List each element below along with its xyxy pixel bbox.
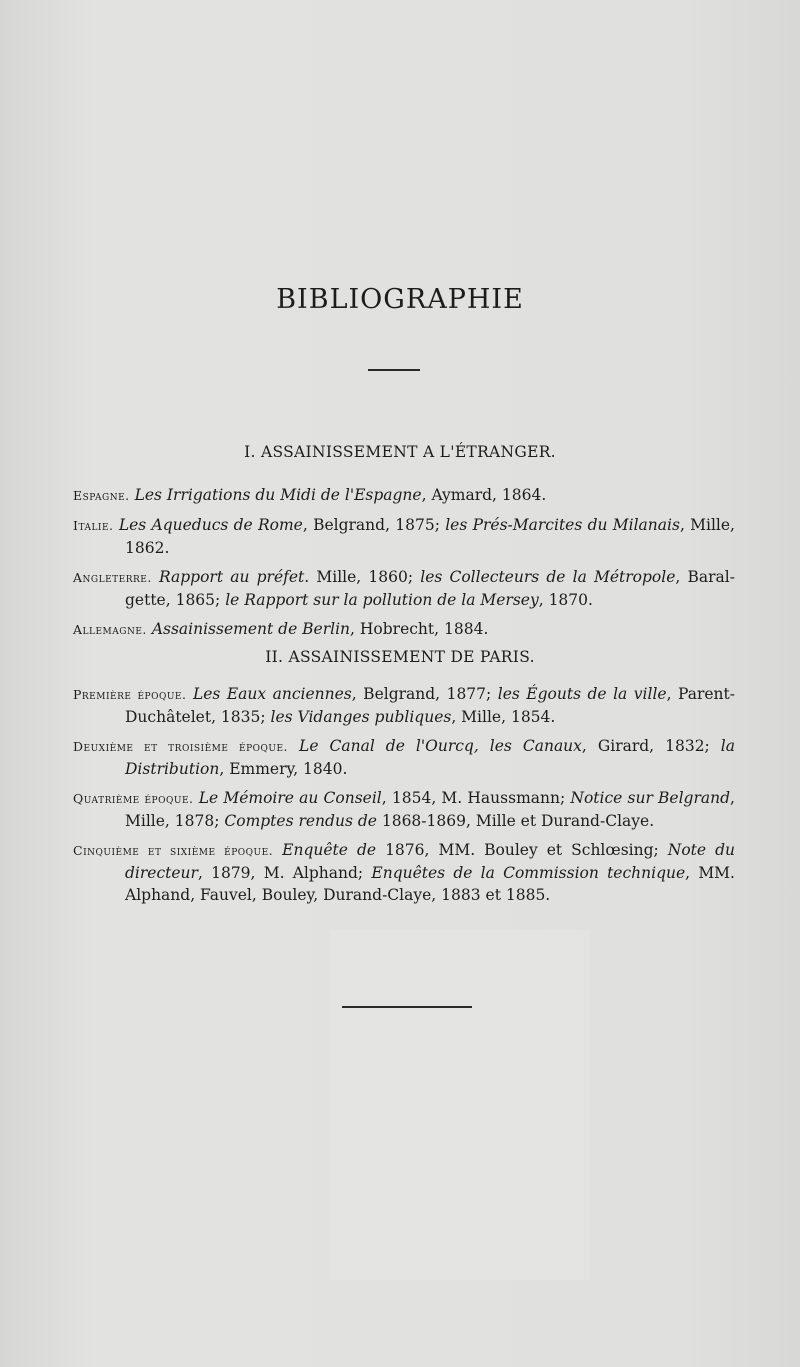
entry-period: Deuxième et troisième époque. — [73, 739, 289, 754]
entry-citation: , Hobrecht, 1884. — [350, 620, 489, 638]
entry-italie — [73, 514, 735, 559]
entry-deuxieme-troisieme-epoque — [73, 735, 735, 780]
entry-period: Première époque. — [73, 687, 187, 702]
entry-citation: , Aymard, 1864. — [421, 486, 547, 504]
section-heading-paris: II. ASSAINISSEMENT DE PARIS. — [265, 648, 535, 666]
entry-work-title: Comptes rendus de — [224, 812, 377, 830]
entry-angleterre — [73, 566, 735, 611]
entry-work-title: Le Mémoire au Conseil — [198, 789, 382, 807]
entry-work-title: Le Canal de l'Ourcq, les Canaux — [299, 737, 582, 755]
entry-work-title: les Égouts de la ville — [497, 685, 667, 703]
entry-work-title: les Collecteurs de la Métropole — [420, 568, 676, 586]
entry-citation: 1868-1869, Mille et Durand-Claye. — [376, 812, 655, 830]
entry-citation: , Mille, 1854. — [451, 708, 556, 726]
title-divider — [368, 369, 420, 371]
entry-work-title: le Rapport sur la pollution de la Mersey — [225, 591, 539, 609]
entry-espagne — [73, 484, 735, 507]
entry-citation: , 1879, M. Alphand; — [197, 864, 372, 882]
entry-work-title: Notice sur Belgrand — [570, 789, 731, 807]
entry-work-title: les Prés-Marcites du Milanais — [445, 516, 680, 534]
entry-citation: , Belgrand, 1877; — [351, 685, 498, 703]
entry-citation: , Emmery, 1840. — [219, 760, 348, 778]
entry-citation: , Baral-gette, 1865; — [125, 568, 735, 609]
entry-citation: , Parent-Duchâtelet, 1835; — [125, 685, 735, 726]
entry-quatrieme-epoque — [73, 787, 735, 832]
entry-work-title: la Distribution — [125, 737, 735, 778]
entry-work-title: Assainissement de Berlin — [151, 620, 351, 638]
entry-citation: , 1854, M. Haussmann; — [381, 789, 571, 807]
entry-citation: 1876, MM. Bouley et Schlœsing; — [376, 841, 668, 859]
entry-country: Italie. — [73, 518, 114, 533]
entry-allemagne — [73, 618, 735, 641]
entry-citation: , Mille, 1862. — [125, 516, 735, 557]
entry-period: Cinquième et sixième époque. — [73, 843, 274, 858]
entry-citation: . Mille, 1860; — [304, 568, 421, 586]
section-heading-etranger: I. ASSAINISSEMENT A L'ÉTRANGER. — [244, 443, 556, 461]
entry-work-title: Les Eaux anciennes — [192, 685, 352, 703]
entry-citation: , 1870. — [538, 591, 593, 609]
end-divider — [342, 1006, 472, 1008]
entry-premiere-epoque — [73, 683, 735, 728]
entry-work-title: les Vidanges publiques — [270, 708, 452, 726]
bleed-through-shadow — [330, 930, 590, 1280]
entry-work-title: Enquête de — [282, 841, 377, 859]
entry-country: Allemagne. — [73, 622, 147, 637]
entry-work-title: Rapport au préfet — [158, 568, 305, 586]
entry-citation: , MM. Alphand, Fauvel, Bouley, Durand-Claye, 1883 et 1885. — [125, 864, 735, 904]
entry-country: Angleterre. — [73, 570, 152, 585]
entry-citation: , Belgrand, 1875; — [302, 516, 446, 534]
entry-work-title: Les Irrigations du Midi de l'Espagne — [134, 486, 422, 504]
entry-citation: , Mille, 1878; — [125, 789, 735, 830]
entry-country: Espagne. — [73, 488, 130, 503]
entry-work-title: Enquêtes de la Commission technique — [371, 864, 686, 882]
entry-period: Quatrième époque. — [73, 791, 194, 806]
page-title: BIBLIOGRAPHIE — [276, 284, 524, 315]
entry-work-title: Les Aqueducs de Rome — [118, 516, 303, 534]
section-paris-entries — [73, 683, 735, 913]
section-etranger-entries — [73, 484, 735, 648]
entry-cinquieme-sixieme-epoque — [73, 839, 735, 906]
entry-work-title: Note du directeur — [125, 841, 735, 882]
entry-citation: , Girard, 1832; — [581, 737, 721, 755]
